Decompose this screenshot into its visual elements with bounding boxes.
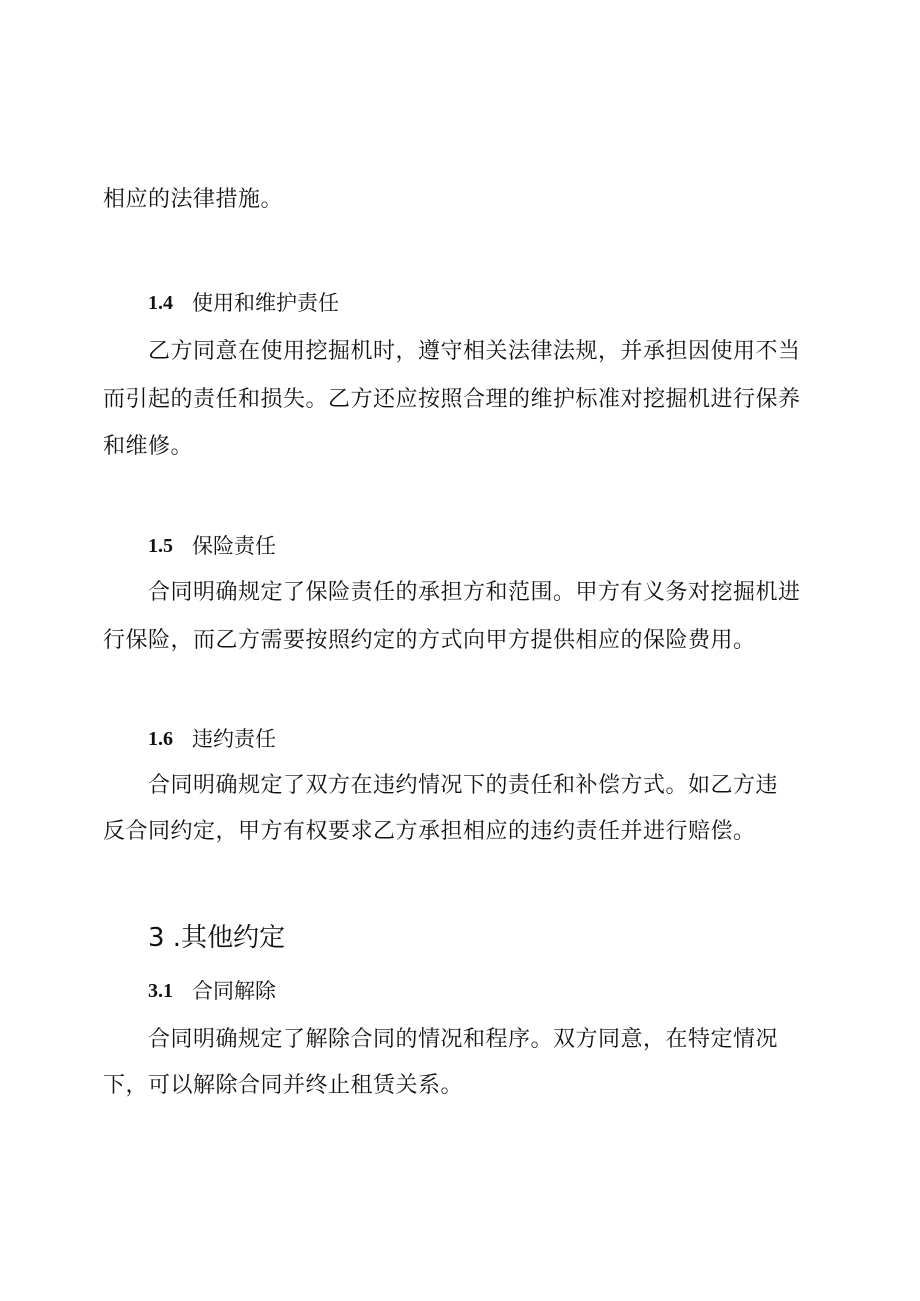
paragraph-line: 合同明确规定了双方在违约情况下的责任和补偿方式。如乙方违: [148, 773, 779, 798]
paragraph-line: 行保险，而乙方需要按照约定的方式向甲方提供相应的保险费用。: [103, 628, 756, 653]
paragraph-line: 乙方同意在使用挖掘机时，遵守相关法律法规，并承担因使用不当: [148, 339, 801, 364]
section-title: 合同解除: [192, 979, 276, 1003]
paragraph-line: 合同明确规定了解除合同的情况和程序。双方同意，在特定情况: [148, 1027, 779, 1052]
section-title: 保险责任: [192, 534, 276, 558]
paragraph-line: 反合同约定，甲方有权要求乙方承担相应的违约责任并进行赔偿。: [103, 819, 756, 844]
paragraph-line: 合同明确规定了保险责任的承担方和范围。甲方有义务对挖掘机进: [148, 580, 801, 605]
section-number: 1.5: [148, 535, 173, 557]
paragraph-line: 下，可以解除合同并终止租赁关系。: [103, 1073, 464, 1098]
section-number: 1.6: [148, 728, 173, 750]
chapter-heading: 3 .其他约定: [148, 923, 286, 953]
paragraph-line: 而引起的责任和损失。乙方还应按照合理的维护标准对挖掘机进行保养: [103, 387, 801, 412]
section-title: 违约责任: [192, 727, 276, 751]
section-number: 1.4: [148, 292, 173, 314]
section-number: 3.1: [148, 980, 173, 1002]
section-title: 使用和维护责任: [192, 291, 339, 315]
paragraph-continuation-line: 相应的法律措施。: [103, 187, 284, 212]
paragraph-line: 和维修。: [103, 434, 194, 459]
